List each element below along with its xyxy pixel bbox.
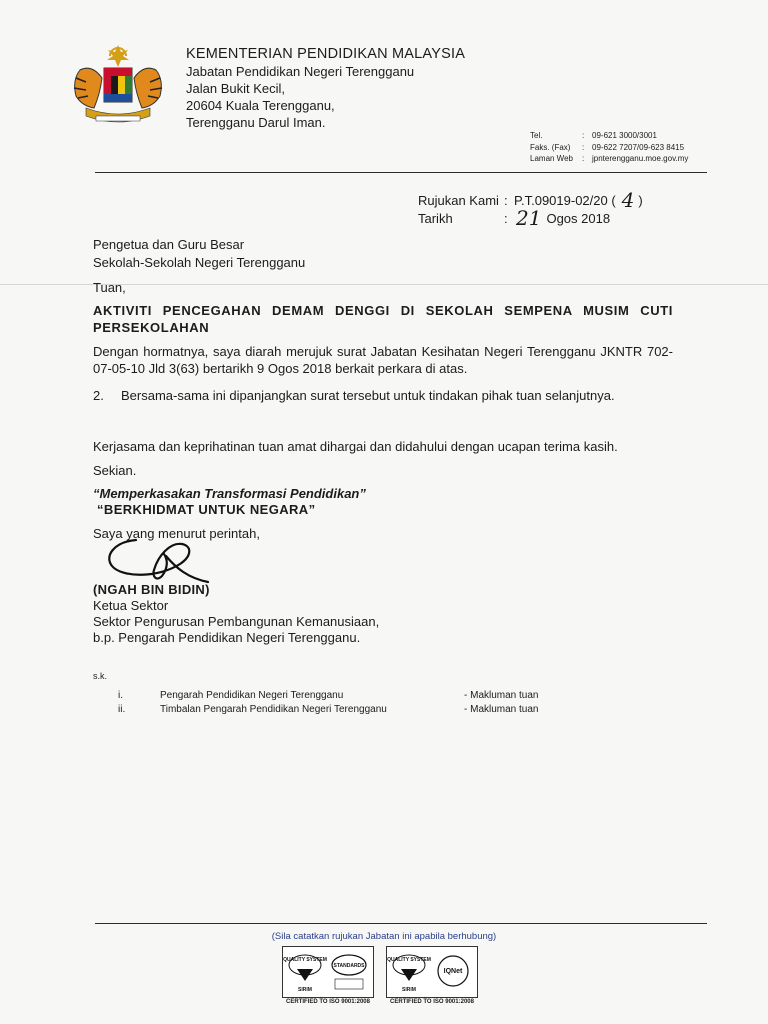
contact-row: Laman Web : jpnterengganu.moe.gov.my xyxy=(530,154,689,163)
cc-recipient: Timbalan Pengarah Pendidikan Negeri Terengganu xyxy=(160,704,387,715)
signer-title: Ketua Sektor xyxy=(93,598,169,613)
reference-block xyxy=(418,188,643,230)
certification-badge xyxy=(386,946,478,998)
date-label: Tarikh xyxy=(418,211,453,226)
footer-divider xyxy=(95,923,707,924)
paragraph-2-text: Bersama-sama ini dipanjangkan surat tersebut untuk tindakan pihak tuan selanjutnya. xyxy=(121,388,615,403)
quality-system-logo-icon xyxy=(283,947,373,997)
cc-note: - Makluman tuan xyxy=(464,690,539,701)
signature-icon xyxy=(96,526,226,586)
cc-number: ii. xyxy=(118,704,126,715)
iqnet-logo-icon xyxy=(387,947,477,997)
recipient-block xyxy=(93,236,305,272)
cc-item xyxy=(118,704,538,715)
certification-badge xyxy=(282,946,374,998)
cc-number: i. xyxy=(118,690,123,701)
paragraph-number: 2. xyxy=(93,388,104,403)
badge-text: QUALITY SYSTEM xyxy=(283,957,327,963)
letter-subject: AKTIVITI PENCEGAHAN DEMAM DENGGI DI SEKOLAH SEMPENA MUSIM CUTI PERSEKOLAHAN xyxy=(93,303,673,335)
ministry-name: KEMENTERIAN PENDIDIKAN MALAYSIA xyxy=(186,46,466,62)
address-line: Jalan Bukit Kecil, xyxy=(186,81,285,96)
address-line: Terengganu Darul Iman. xyxy=(186,115,326,130)
closing-line: Saya yang menurut perintah, xyxy=(93,526,260,541)
contact-row: Tel. : 09-621 3000/3001 xyxy=(530,131,657,140)
coat-of-arms-icon xyxy=(66,42,170,128)
signer-on-behalf: b.p. Pengarah Pendidikan Negeri Terengganu. xyxy=(93,630,361,645)
badge-text: STANDARDS xyxy=(333,963,365,969)
date-handwritten-day: 21 xyxy=(516,206,542,230)
cc-note: - Makluman tuan xyxy=(464,704,539,715)
contact-block xyxy=(530,130,688,165)
reference-value: P.T.09019-02/20 ( xyxy=(514,193,616,208)
signer-block xyxy=(93,582,379,646)
reference-label: Rujukan Kami xyxy=(418,193,499,208)
reference-handwritten-number: 4 xyxy=(621,188,635,212)
contact-value: 09-621 3000/3001 xyxy=(592,131,657,140)
contact-value: jpnterengganu.moe.gov.my xyxy=(592,154,689,163)
badge-text: SIRIM xyxy=(402,987,416,993)
header-divider xyxy=(95,172,707,173)
paragraph-3: Kerjasama dan keprihatinan tuan amat dihargai dan didahului dengan ucapan terima kasih. xyxy=(93,439,618,454)
department-name: Jabatan Pendidikan Negeri Terengganu xyxy=(186,64,415,79)
salutation: Tuan, xyxy=(93,280,126,295)
certification-caption: CERTIFIED TO ISO 9001:2008 xyxy=(286,999,370,1005)
date-value: Ogos 2018 xyxy=(546,211,611,226)
recipient-line: Sekolah-Sekolah Negeri Terengganu xyxy=(93,255,306,270)
footer-note: (Sila catatkan rujukan Jabatan ini apabila berhubung) xyxy=(271,931,497,942)
contact-row: Faks. (Fax) : 09-622 7207/09-623 8415 xyxy=(530,142,685,152)
badge-text: SIRIM xyxy=(298,987,312,993)
contact-value: 09-622 7207/09-623 8415 xyxy=(592,142,685,152)
paragraph-4: Sekian. xyxy=(93,463,137,478)
date-row: Tarikh : 21 Ogos 2018 xyxy=(418,206,611,230)
signer-name: (NGAH BIN BIDIN) xyxy=(93,582,210,597)
motto-line-2: “BERKHIDMAT UNTUK NEGARA” xyxy=(97,502,316,517)
reference-close: ) xyxy=(638,193,643,208)
signer-department: Sektor Pengurusan Pembangunan Kemanusiaan, xyxy=(93,614,380,629)
organization-block xyxy=(186,46,465,131)
paragraph-1: Dengan hormatnya, saya diarah merujuk surat Jabatan Kesihatan Negeri Terengganu JKNTR 702-07-05-10 Jld 3(63) bertarikh 9 Ogos 2018 berkait perkara di atas. xyxy=(93,344,673,376)
recipient-line: Pengetua dan Guru Besar xyxy=(93,237,245,252)
reference-row: Rujukan Kami : P.T.09019-02/20 ( 4 ) xyxy=(418,188,643,212)
badge-text: IQNet xyxy=(443,968,463,975)
contact-label: Faks. (Fax) xyxy=(530,142,571,152)
cc-recipient: Pengarah Pendidikan Negeri Terengganu xyxy=(160,690,344,701)
certification-caption: CERTIFIED TO ISO 9001:2008 xyxy=(390,999,474,1005)
badge-text: QUALITY SYSTEM xyxy=(387,957,431,963)
motto-line-1: “Memperkasakan Transformasi Pendidikan” xyxy=(93,486,366,501)
contact-label: Laman Web xyxy=(530,154,573,163)
cc-item xyxy=(118,690,538,701)
contact-label: Tel. xyxy=(530,131,543,140)
address-line: 20604 Kuala Terengganu, xyxy=(186,98,335,113)
cc-label: s.k. xyxy=(93,671,108,681)
paragraph-2 xyxy=(93,387,673,404)
